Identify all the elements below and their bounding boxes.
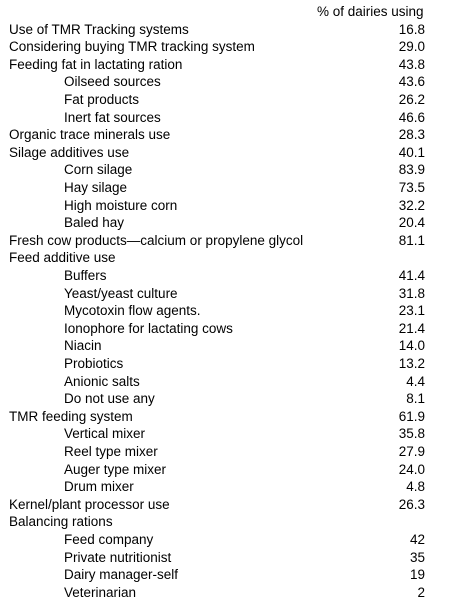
row-percent-value: 43.6 — [398, 74, 425, 90]
table-row — [0, 161, 472, 179]
row-percent-value: 40.1 — [398, 144, 425, 160]
row-category-label: Considering buying TMR tracking system — [9, 39, 255, 55]
table-row — [0, 478, 472, 496]
table-row — [0, 56, 472, 74]
row-percent-value: 43.8 — [398, 56, 425, 72]
row-percent-value: 35 — [409, 549, 425, 565]
row-category-label: Silage additives use — [9, 144, 130, 160]
row-subitem-label: Baled hay — [64, 215, 125, 231]
table-row — [0, 285, 472, 303]
row-category-label: Feeding fat in lactating ration — [9, 56, 183, 72]
row-percent-value: 2 — [417, 584, 425, 600]
row-category-label: Balancing rations — [9, 514, 113, 530]
table-row — [0, 496, 472, 514]
row-subitem-label: Feed company — [64, 531, 154, 547]
table-row — [0, 197, 472, 215]
row-subitem-label: Oilseed sources — [64, 74, 161, 90]
row-subitem-label: Mycotoxin flow agents. — [64, 303, 201, 319]
row-category-label: Organic trace minerals use — [9, 127, 171, 143]
row-category-label: Feed additive use — [9, 250, 116, 266]
table-row — [0, 566, 472, 584]
row-percent-value: 4.4 — [406, 373, 425, 389]
table-row — [0, 461, 472, 479]
row-subitem-label: Yeast/yeast culture — [64, 285, 178, 301]
table-row — [0, 549, 472, 567]
row-percent-value: 41.4 — [398, 268, 425, 283]
row-percent-value: 27.9 — [398, 443, 425, 459]
table-row — [0, 531, 472, 549]
row-subitem-label: Vertical mixer — [64, 426, 146, 442]
row-percent-value: 4.8 — [406, 479, 425, 495]
row-subitem-label: Corn silage — [64, 162, 133, 178]
row-percent-value: 20.4 — [398, 215, 425, 231]
row-percent-value: 83.9 — [398, 162, 425, 178]
table-row — [0, 425, 472, 443]
row-percent-value: 24.0 — [398, 461, 425, 477]
table-row — [0, 179, 472, 197]
table-row — [0, 390, 472, 408]
row-category-label: Kernel/plant processor use — [9, 496, 170, 512]
row-subitem-label: Veterinarian — [64, 584, 137, 600]
table-row — [0, 91, 472, 109]
table-row — [0, 320, 472, 338]
table-row — [0, 584, 472, 602]
row-percent-value: 19 — [409, 567, 425, 583]
table-row — [0, 232, 472, 250]
table-row — [0, 73, 472, 91]
row-category-label: Use of TMR Tracking systems — [9, 21, 189, 37]
row-subitem-label: Hay silage — [64, 180, 128, 196]
row-percent-value: 21.4 — [398, 320, 425, 336]
row-subitem-label: Anionic salts — [64, 373, 140, 389]
table-row — [0, 109, 472, 127]
table-row — [0, 38, 472, 56]
table-row — [0, 373, 472, 391]
row-percent-value: 8.1 — [406, 391, 425, 407]
table-row — [0, 355, 472, 373]
row-subitem-label: Drum mixer — [64, 479, 134, 495]
row-percent-value: 61.9 — [398, 408, 425, 424]
table-body — [0, 21, 472, 602]
row-subitem-label: Private nutritionist — [64, 549, 172, 565]
row-percent-value: 16.8 — [398, 21, 425, 37]
table-header-row — [0, 3, 472, 21]
row-percent-value: 29.0 — [398, 39, 425, 55]
row-subitem-label: Auger type mixer — [64, 461, 167, 477]
row-percent-value: 35.8 — [398, 426, 425, 442]
row-percent-value: 28.3 — [398, 127, 425, 143]
row-percent-value: 42 — [409, 531, 425, 547]
row-percent-value: 26.2 — [398, 92, 425, 108]
row-subitem-label: Inert fat sources — [64, 109, 161, 125]
row-percent-value: 23.1 — [398, 303, 425, 319]
row-subitem-label: High moisture corn — [64, 197, 178, 213]
row-category-label: TMR feeding system — [9, 408, 133, 424]
row-percent-value: 73.5 — [398, 180, 425, 196]
table-row — [0, 337, 472, 355]
table-row — [0, 267, 472, 285]
column-header-percent-dairies: % of dairies using — [317, 4, 424, 19]
row-category-label: Fresh cow products—calcium or propylene glycol — [9, 232, 304, 248]
table-row — [0, 408, 472, 426]
row-subitem-label: Probiotics — [64, 355, 124, 371]
table-row — [0, 513, 472, 531]
row-percent-value: 26.3 — [398, 496, 425, 512]
row-subitem-label: Fat products — [64, 92, 140, 108]
table-row — [0, 144, 472, 162]
table-row — [0, 249, 472, 267]
row-subitem-label: Buffers — [64, 268, 107, 283]
row-percent-value: 81.1 — [398, 232, 425, 248]
row-percent-value: 13.2 — [398, 355, 425, 371]
table-row — [0, 214, 472, 232]
row-subitem-label: Ionophore for lactating cows — [64, 320, 233, 336]
table-row — [0, 126, 472, 144]
row-percent-value: 32.2 — [398, 197, 425, 213]
row-percent-value: 14.0 — [398, 338, 425, 354]
table-row — [0, 21, 472, 39]
row-subitem-label: Do not use any — [64, 391, 155, 407]
row-percent-value: 31.8 — [398, 285, 425, 301]
table-row — [0, 443, 472, 461]
row-subitem-label: Reel type mixer — [64, 443, 158, 459]
row-subitem-label: Niacin — [64, 338, 102, 354]
row-percent-value: 46.6 — [398, 109, 425, 125]
table-row — [0, 302, 472, 320]
row-subitem-label: Dairy manager-self — [64, 567, 179, 583]
